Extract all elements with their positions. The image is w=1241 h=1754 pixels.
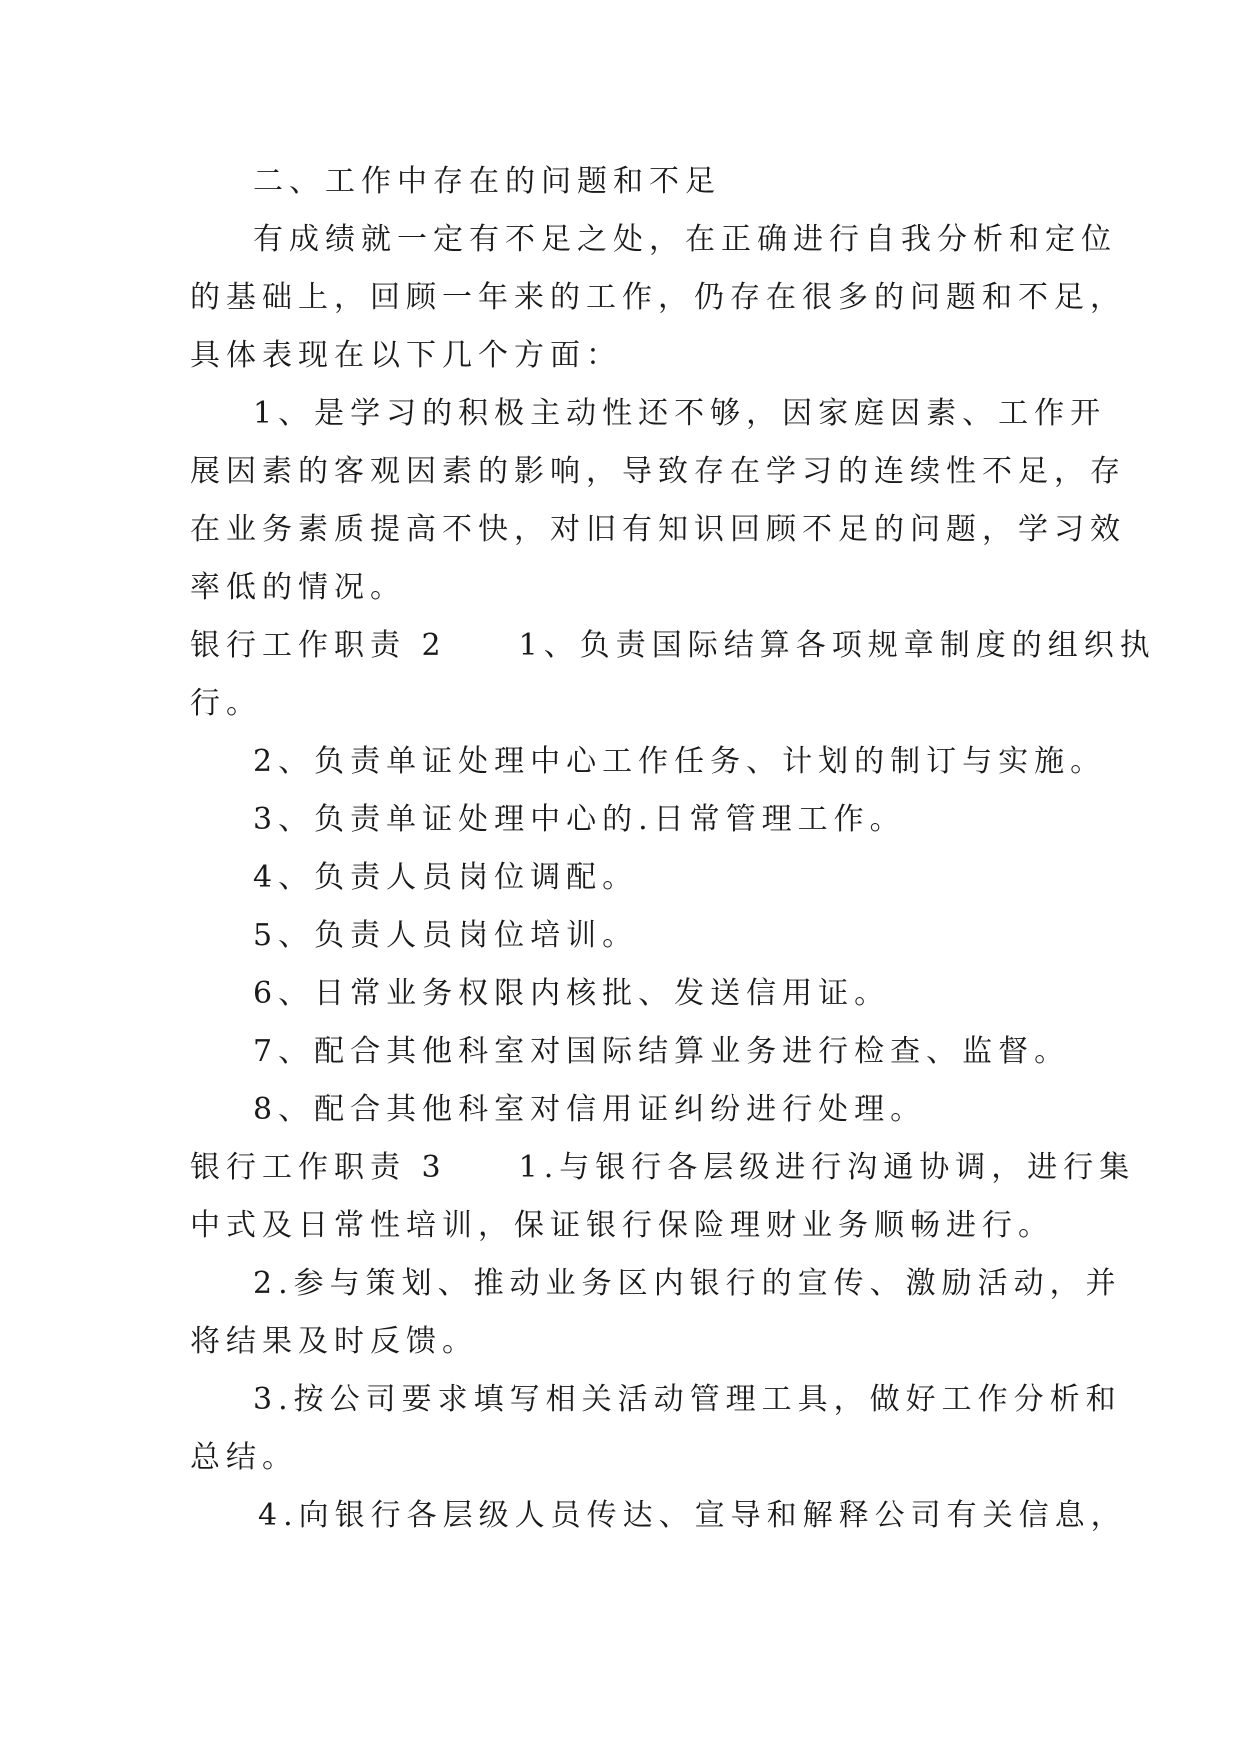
paragraph-line: 将结果及时反馈。 bbox=[190, 1324, 478, 1359]
paragraph-line: 在业务素质提高不快，对旧有知识回顾不足的问题，学习效 bbox=[190, 512, 1126, 547]
paragraph-line: 行。 bbox=[190, 686, 262, 721]
paragraph-line: 具体表现在以下几个方面： bbox=[190, 338, 622, 373]
list-item: 8、配合其他科室对信用证纠纷进行处理。 bbox=[253, 1092, 927, 1127]
list-item: 2.参与策划、推动业务区内银行的宣传、激励活动，并 bbox=[253, 1266, 1122, 1301]
paragraph-line: 中式及日常性培训，保证银行保险理财业务顺畅进行。 bbox=[190, 1208, 1054, 1243]
duty-heading-3: 银行工作职责 3 1.与银行各层级进行沟通协调，进行集 bbox=[190, 1150, 1136, 1185]
list-item: 6、日常业务权限内核批、发送信用证。 bbox=[253, 976, 891, 1011]
paragraph-line: 展因素的客观因素的影响，导致存在学习的连续性不足，存 bbox=[190, 454, 1126, 489]
list-item: 4.向银行各层级人员传达、宣导和解释公司有关信息， bbox=[258, 1498, 1127, 1533]
list-item: 3、负责单证处理中心的.日常管理工作。 bbox=[253, 802, 906, 837]
paragraph-line: 有成绩就一定有不足之处，在正确进行自我分析和定位 bbox=[253, 222, 1117, 257]
duty-heading-2: 银行工作职责 2 1、负责国际结算各项规章制度的组织执 bbox=[190, 628, 1156, 663]
paragraph-line: 1、是学习的积极主动性还不够，因家庭因素、工作开 bbox=[253, 396, 1107, 431]
list-item: 2、负责单证处理中心工作任务、计划的制订与实施。 bbox=[253, 744, 1107, 779]
paragraph-line: 率低的情况。 bbox=[190, 570, 406, 605]
section-heading: 二、工作中存在的问题和不足 bbox=[253, 164, 721, 199]
list-item: 3.按公司要求填写相关活动管理工具，做好工作分析和 bbox=[253, 1382, 1122, 1417]
paragraph-line: 总结。 bbox=[190, 1440, 298, 1475]
list-item: 7、配合其他科室对国际结算业务进行检查、监督。 bbox=[253, 1034, 1071, 1069]
list-item: 4、负责人员岗位调配。 bbox=[253, 860, 639, 895]
paragraph-line: 的基础上，回顾一年来的工作，仍存在很多的问题和不足， bbox=[190, 280, 1126, 315]
list-item: 5、负责人员岗位培训。 bbox=[253, 918, 639, 953]
